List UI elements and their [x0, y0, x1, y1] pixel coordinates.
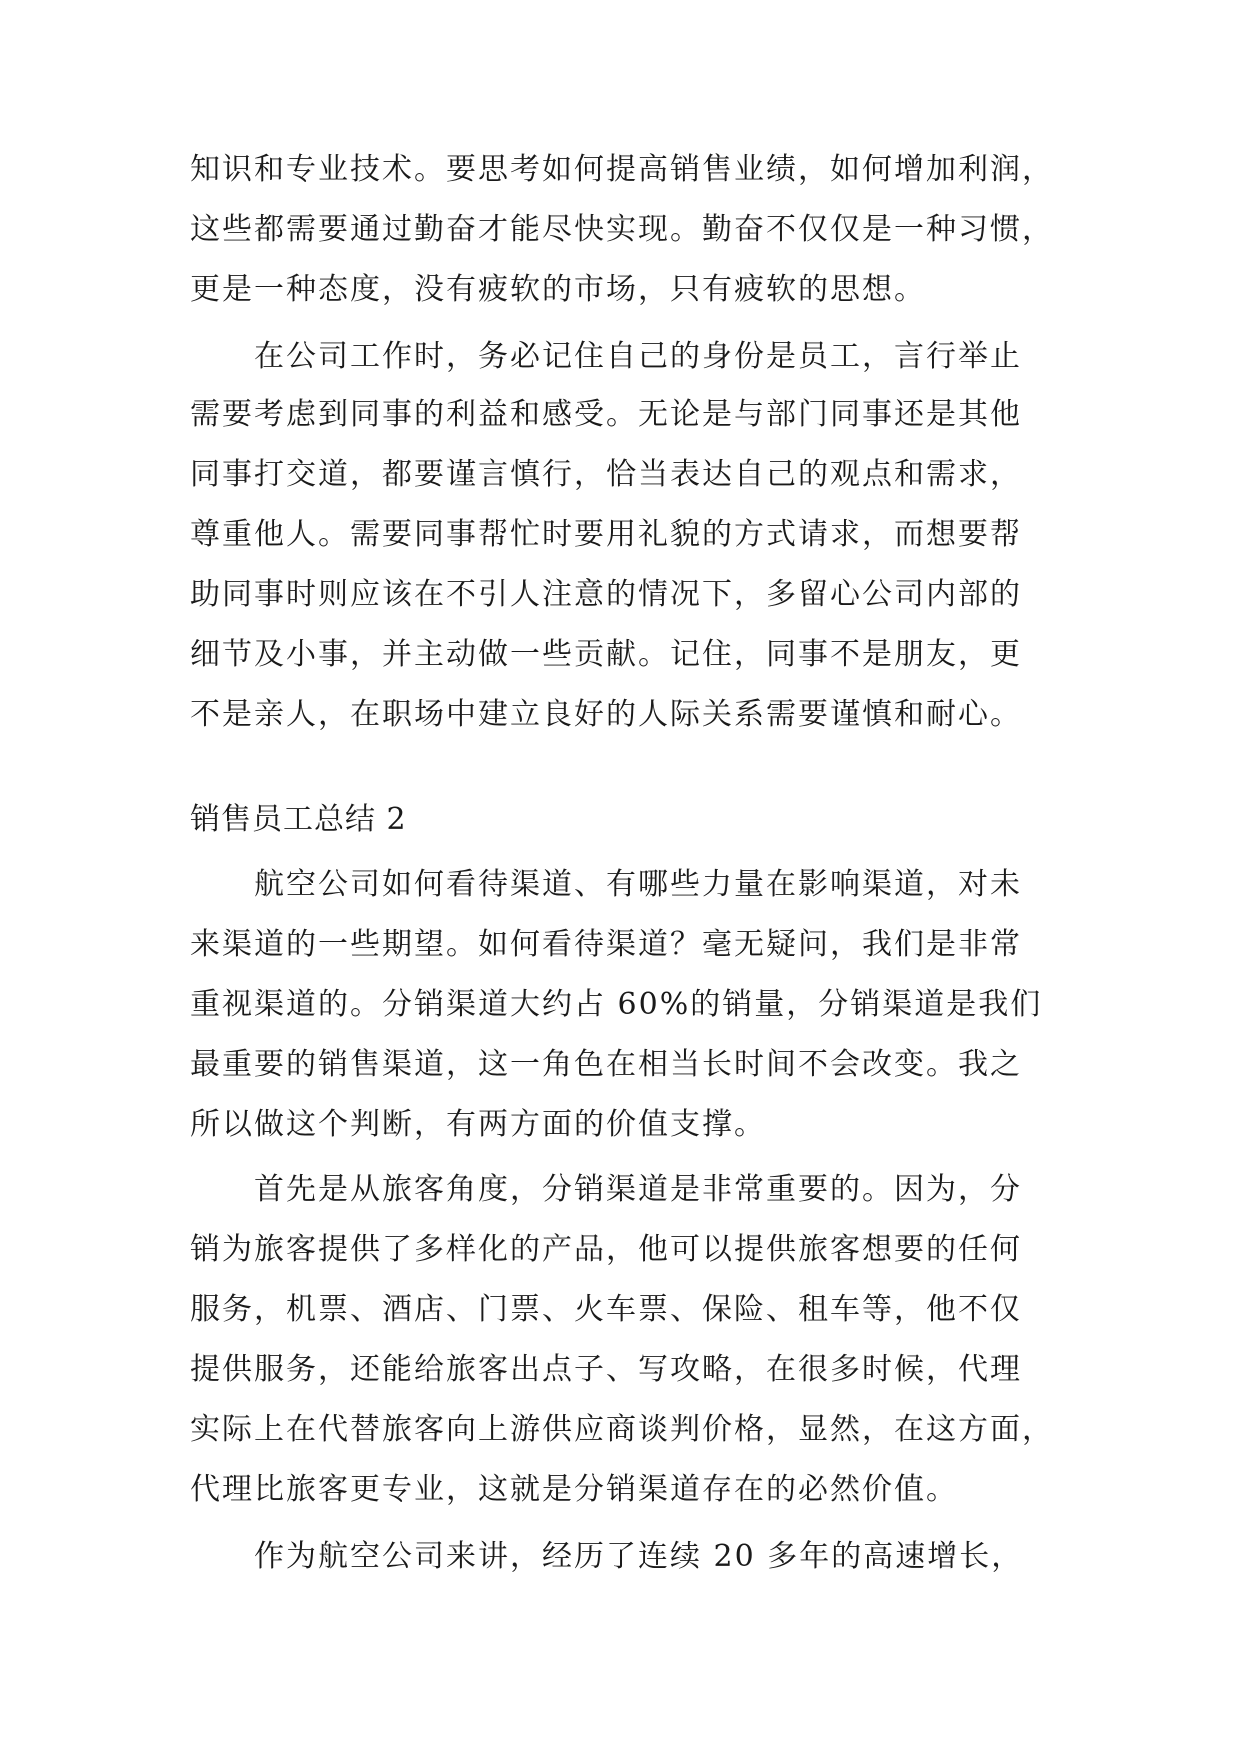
text-line: 提供服务，还能给旅客出点子、写攻略，在很多时候，代理 [190, 1352, 1022, 1387]
text-line: 重视渠道的。分销渠道大约占 60%的销量，分销渠道是我们 [190, 987, 1043, 1022]
text-line: 代理比旅客更专业，这就是分销渠道存在的必然价值。 [190, 1472, 958, 1507]
text-line: 同事打交道，都要谨言慎行，恰当表达自己的观点和需求， [190, 457, 1022, 492]
text-line: 助同事时则应该在不引人注意的情况下，多留心公司内部的 [190, 577, 1022, 612]
paragraph-first-line: 在公司工作时，务必记住自己的身份是员工，言行举止 [254, 339, 1022, 374]
text-line: 这些都需要通过勤奋才能尽快实现。勤奋不仅仅是一种习惯， [190, 212, 1054, 247]
text-line: 需要考虑到同事的利益和感受。无论是与部门同事还是其他 [190, 397, 1022, 432]
paragraph-first-line: 首先是从旅客角度，分销渠道是非常重要的。因为，分 [254, 1172, 1022, 1207]
text-line: 不是亲人，在职场中建立良好的人际关系需要谨慎和耐心。 [190, 697, 1022, 732]
text-line: 更是一种态度，没有疲软的市场，只有疲软的思想。 [190, 272, 926, 307]
text-line: 销为旅客提供了多样化的产品，他可以提供旅客想要的任何 [190, 1232, 1022, 1267]
section-heading: 销售员工总结 2 [190, 802, 407, 837]
text-line: 服务，机票、酒店、门票、火车票、保险、租车等，他不仅 [190, 1292, 1022, 1327]
text-line: 尊重他人。需要同事帮忙时要用礼貌的方式请求，而想要帮 [190, 517, 1022, 552]
paragraph-first-line: 航空公司如何看待渠道、有哪些力量在影响渠道，对未 [254, 867, 1022, 902]
text-line: 实际上在代替旅客向上游供应商谈判价格，显然，在这方面， [190, 1412, 1054, 1447]
text-line: 来渠道的一些期望。如何看待渠道？毫无疑问，我们是非常 [190, 927, 1022, 962]
text-line: 最重要的销售渠道，这一角色在相当长时间不会改变。我之 [190, 1047, 1022, 1082]
paragraph-first-line: 作为航空公司来讲，经历了连续 20 多年的高速增长， [254, 1539, 1024, 1574]
text-line: 细节及小事，并主动做一些贡献。记住，同事不是朋友，更 [190, 637, 1022, 672]
text-line: 所以做这个判断，有两方面的价值支撑。 [190, 1107, 766, 1142]
text-line: 知识和专业技术。要思考如何提高销售业绩，如何增加利润， [190, 152, 1054, 187]
